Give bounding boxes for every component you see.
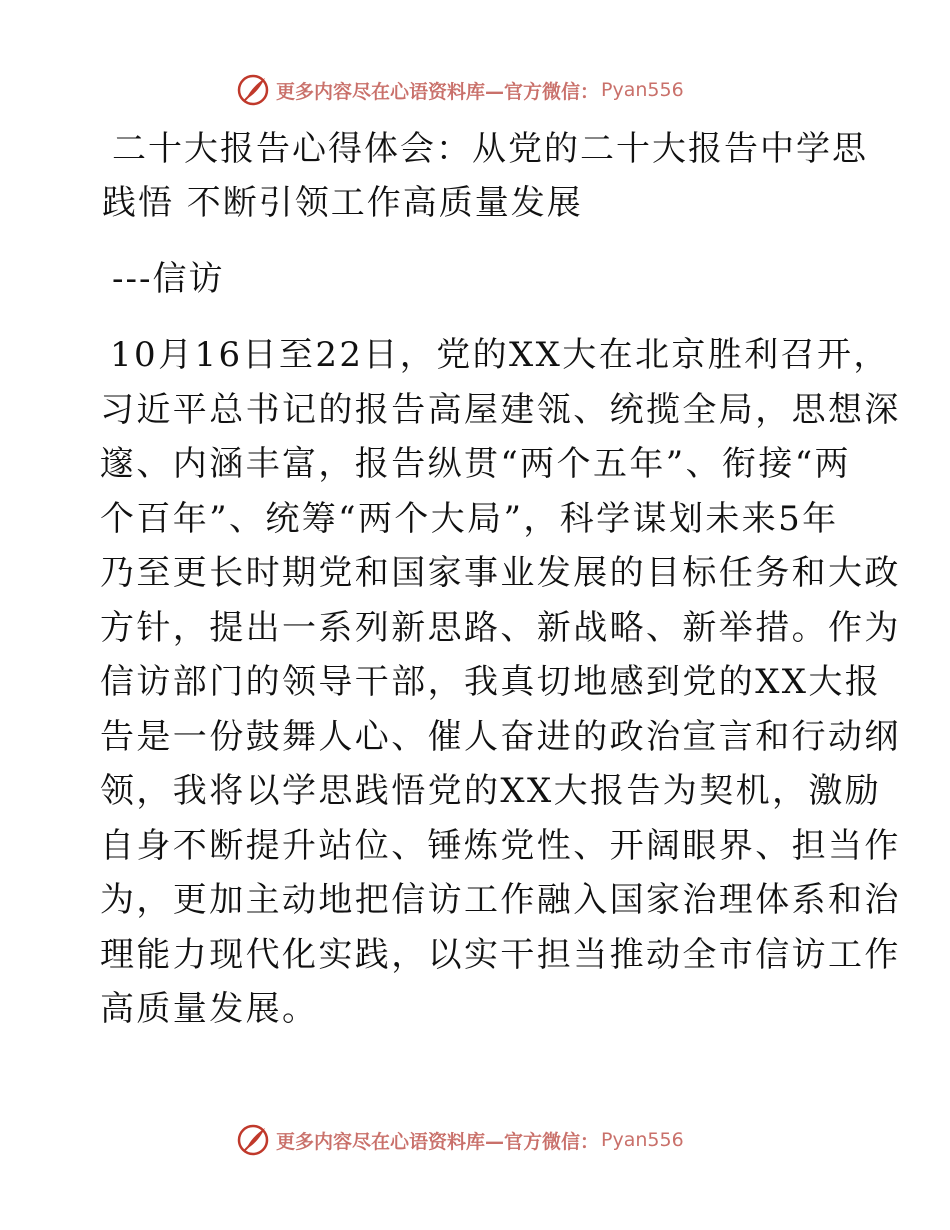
- banner-text: 更多内容尽在心语资料库—官方微信：: [276, 80, 600, 103]
- document-title: [102, 122, 868, 230]
- document-subtitle: ---信访: [112, 259, 225, 299]
- body-line: 邃、内涵丰富，报告纵贯“两个五年”、衔接“两: [100, 444, 851, 484]
- banner-wechat-id: Pyan556: [601, 1129, 684, 1151]
- footer-watermark-banner: [236, 1122, 684, 1158]
- body-line: 方针，提出一系列新思路、新战略、新举措。作为: [100, 607, 901, 648]
- title-line: 二十大报告心得体会：从党的二十大报告中学思: [112, 129, 868, 169]
- title-line: 践悟 不断引领工作高质量发展: [102, 183, 583, 223]
- body-line: 高质量发展。: [100, 989, 319, 1029]
- body-line: 个百年”、统筹“两个大局”，科学谋划未来5年: [100, 498, 839, 539]
- body-line: 自身不断提升站位、锤炼党性、开阔眼界、担当作: [100, 825, 901, 866]
- quill-logo-icon: [236, 1123, 270, 1157]
- body-line: 习近平总书记的报告高屋建瓴、统揽全局，思想深: [100, 389, 901, 430]
- body-line: 乃至更长时期党和国家事业发展的目标任务和大政: [100, 553, 901, 593]
- body-line: 理能力现代化实践，以实干担当推动全市信访工作: [100, 934, 901, 975]
- body-line: 告是一份鼓舞人心、催人奋进的政治宣言和行动纲: [100, 716, 901, 757]
- header-watermark-banner: [236, 72, 684, 108]
- banner-text: 更多内容尽在心语资料库—官方微信：: [276, 1130, 600, 1153]
- body-paragraph: [100, 328, 901, 1037]
- body-line: 为，更加主动地把信访工作融入国家治理体系和治: [100, 880, 901, 920]
- quill-logo-icon: [236, 73, 270, 107]
- body-line: 领，我将以学思践悟党的XX大报告为契机，激励: [100, 771, 882, 811]
- body-line: 信访部门的领导干部，我真切地感到党的XX大报: [100, 662, 882, 702]
- body-line: 10月16日至22日，党的XX大在北京胜利召开，: [110, 335, 890, 375]
- banner-wechat-id: Pyan556: [601, 79, 684, 101]
